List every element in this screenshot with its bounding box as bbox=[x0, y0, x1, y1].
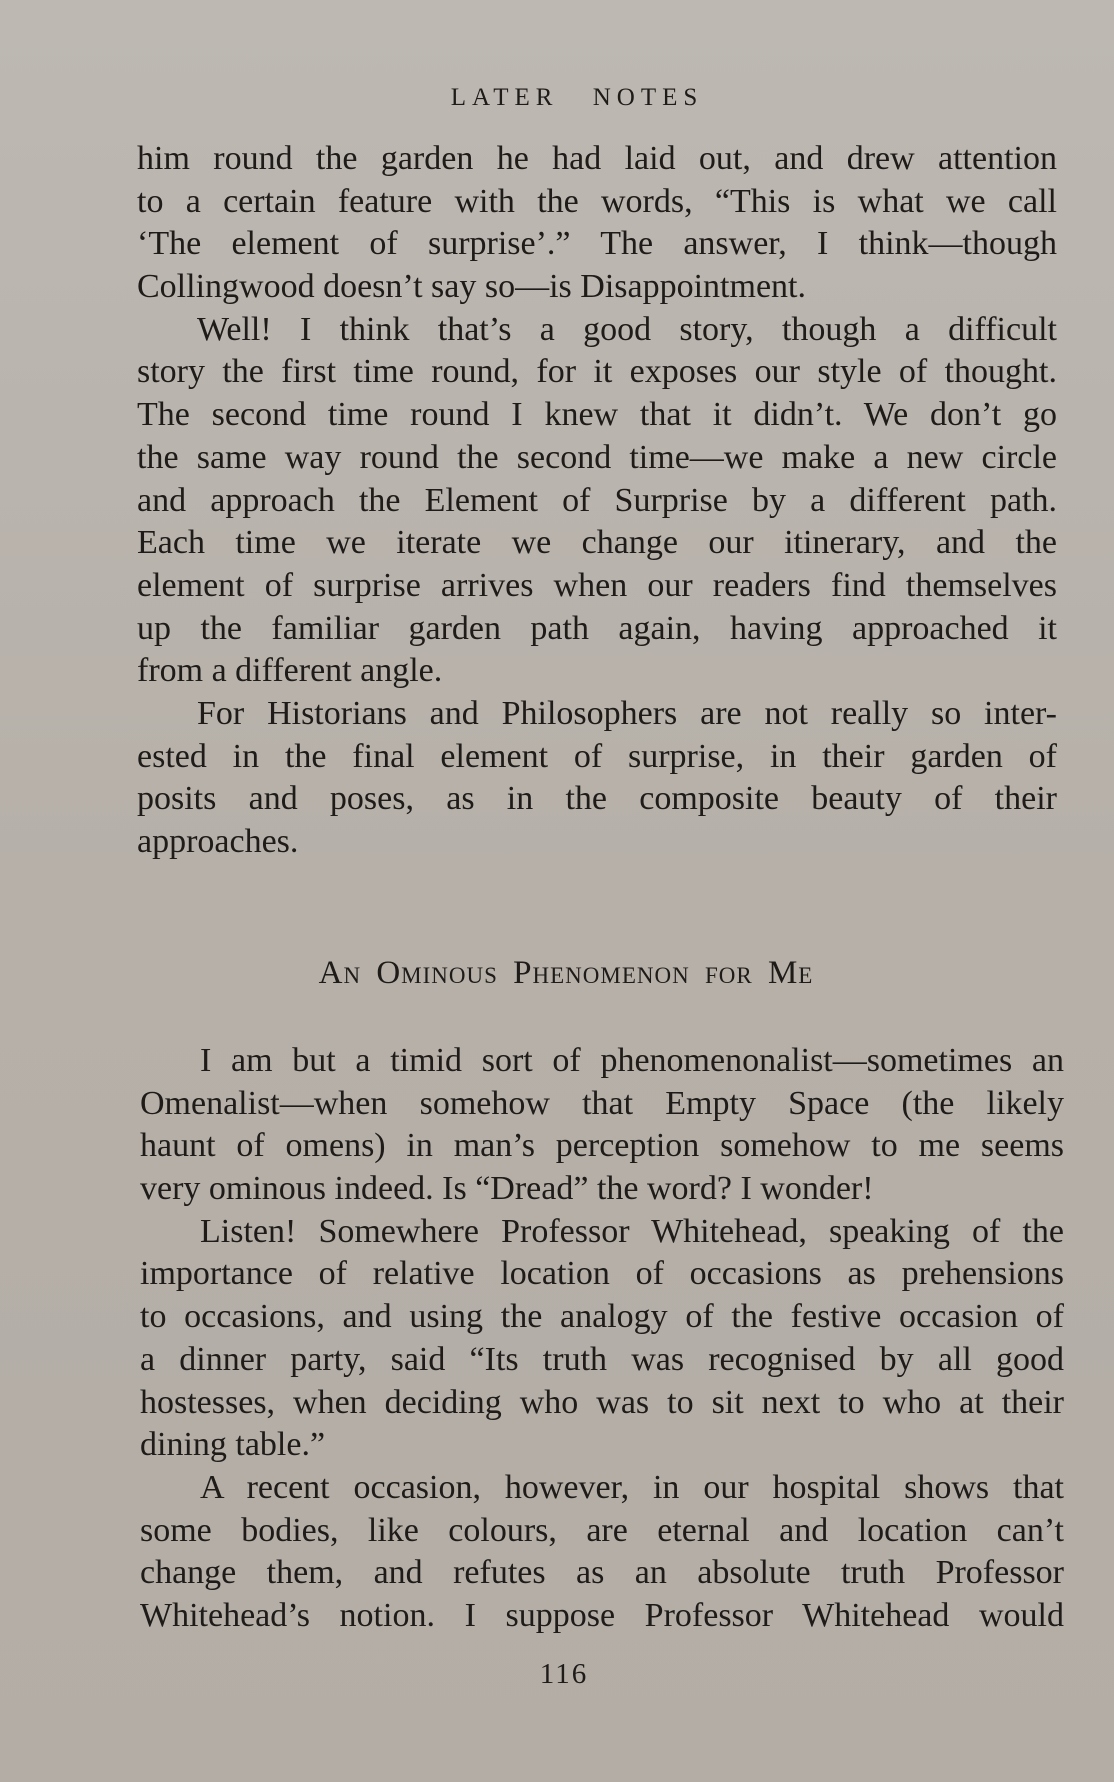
text-line: I am but a timid sort of phenomenonalist—sometimes an bbox=[200, 1042, 1064, 1079]
text-line: dining table.” bbox=[140, 1426, 326, 1464]
text-line: ‘The element of surprise’.” The answer, I think—though bbox=[137, 225, 1057, 263]
text-line: the same way round the second time—we make a new circle bbox=[137, 438, 1057, 476]
page-number: 116 bbox=[539, 1658, 589, 1690]
running-head: LATER NOTES bbox=[450, 84, 704, 111]
text-line: some bodies, like colours, are eternal and location can’t bbox=[140, 1511, 1064, 1549]
text-line: Listen! Somewhere Professor Whitehead, speaking of the bbox=[200, 1212, 1064, 1250]
text-line: a dinner party, said “Its truth was recognised by all good bbox=[140, 1340, 1064, 1378]
text-block-top bbox=[137, 138, 1057, 864]
text-line: A recent occasion, however, in our hospital shows that bbox=[200, 1468, 1064, 1506]
text-line: haunt of omens) in man’s perception somehow to me seems bbox=[140, 1127, 1064, 1165]
text-line: Omenalist—when somehow that Empty Space (the likely bbox=[140, 1084, 1064, 1122]
text-line: Each time we iterate we change our itinerary, and the bbox=[137, 524, 1057, 562]
text-line: ested in the final element of surprise, in their garden of bbox=[137, 737, 1057, 775]
text-line: importance of relative location of occasions as prehensions bbox=[140, 1255, 1064, 1293]
text-line: Whitehead’s notion. I suppose Professor Whitehead would bbox=[140, 1596, 1064, 1634]
text-line: to a certain feature with the words, “This is what we call bbox=[137, 182, 1057, 220]
text-line: story the first time round, for it exposes our style of thought. bbox=[137, 353, 1057, 391]
text-line: For Historians and Philosophers are not really so inter- bbox=[197, 694, 1057, 732]
text-line: approaches. bbox=[137, 823, 299, 860]
text-line: hostesses, when deciding who was to sit next to who at their bbox=[140, 1383, 1064, 1421]
text-line: The second time round I knew that it didn’t. We don’t go bbox=[137, 396, 1057, 434]
text-line: from a different angle. bbox=[137, 652, 443, 690]
text-line: and approach the Element of Surprise by a different path. bbox=[137, 481, 1057, 519]
text-line: element of surprise arrives when our readers find themselves bbox=[137, 566, 1057, 604]
text-line: change them, and refutes as an absolute truth Professor bbox=[140, 1554, 1064, 1592]
text-line: to occasions, and using the analogy of the festive occasion of bbox=[140, 1298, 1064, 1336]
text-line: him round the garden he had laid out, and drew attention bbox=[137, 140, 1057, 177]
text-line: very ominous indeed. Is “Dread” the word? I wonder! bbox=[140, 1170, 874, 1208]
text-line: up the familiar garden path again, having approached it bbox=[137, 609, 1057, 647]
section-heading: An Ominous Phenomenon for Me bbox=[318, 955, 814, 991]
text-block-bottom bbox=[140, 1040, 1064, 1638]
text-line: Well! I think that’s a good story, though a difficult bbox=[197, 310, 1057, 348]
text-line: posits and poses, as in the composite beauty of their bbox=[137, 780, 1057, 818]
text-line: Collingwood doesn’t say so—is Disappointment. bbox=[137, 268, 806, 306]
